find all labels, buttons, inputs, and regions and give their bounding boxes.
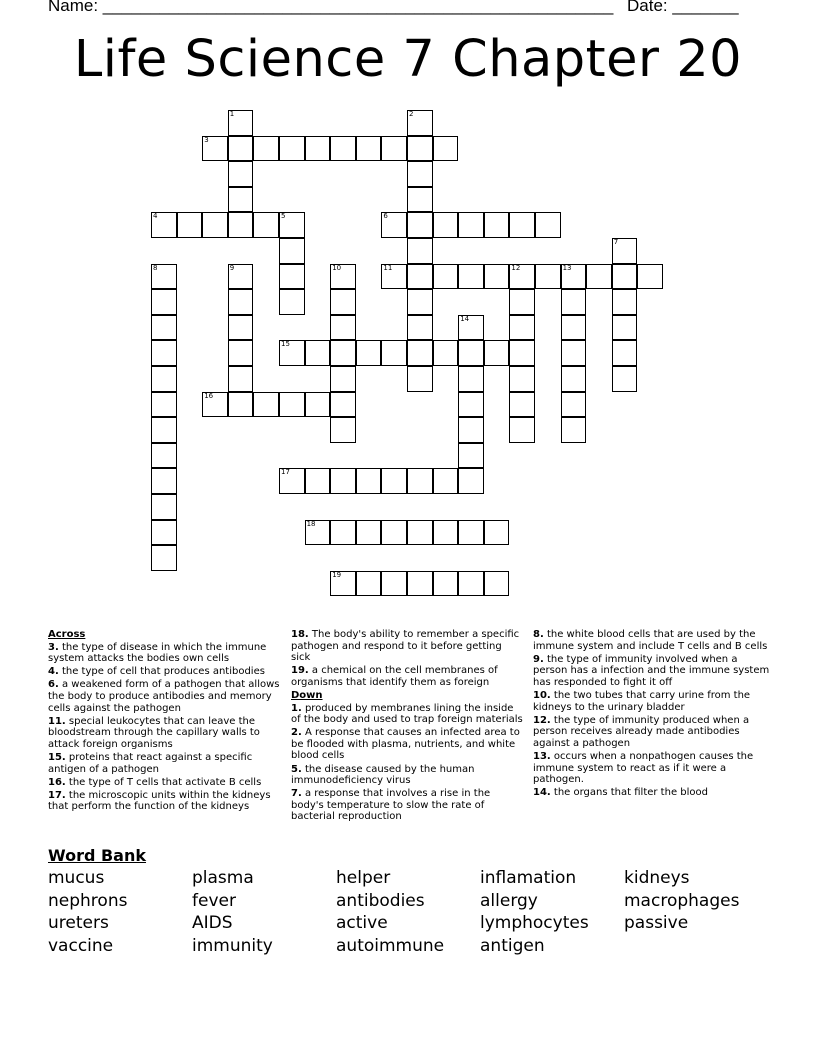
word-bank-word: inflamation [480, 868, 577, 888]
clue-text: the white blood cells that are used by the immune system and include T cells and B cells [533, 629, 768, 652]
cell-number: 14 [460, 314, 470, 323]
crossword-cell [407, 468, 433, 494]
crossword-cell [356, 468, 382, 494]
clue-number: 15. [48, 751, 66, 763]
cell-number: 17 [281, 468, 290, 477]
name-field-label: Name: ______________________________________________________ [48, 0, 614, 15]
clue-number: 1. [291, 702, 302, 714]
crossword-cell [381, 136, 407, 162]
crossword-cell [151, 520, 177, 546]
clue-number: 9. [533, 653, 544, 665]
clue-down-13 [533, 751, 773, 786]
crossword-cell [407, 289, 433, 315]
word-bank-word: allergy [480, 890, 538, 911]
clue-number: 4. [48, 666, 59, 678]
crossword-cell [407, 571, 433, 597]
clue-across-4 [48, 666, 283, 678]
clue-text: The body's ability to remember a specific pathogen and respond to it before getting sick [291, 629, 520, 664]
crossword-cell [509, 264, 535, 290]
down-heading: Down [291, 689, 323, 701]
crossword-cell [407, 238, 433, 264]
crossword-cell [228, 187, 254, 213]
crossword-cell [228, 289, 254, 315]
crossword-cell [458, 366, 484, 392]
clue-text: a chemical on the cell membranes of organisms that identify them as foreign [291, 665, 498, 688]
crossword-cell [433, 212, 459, 238]
crossword-cell [151, 468, 177, 494]
word-bank-word: passive [624, 913, 689, 934]
clue-across-3 [48, 642, 283, 665]
crossword-cell [458, 468, 484, 494]
clue-across-11 [48, 716, 283, 751]
clue-across-16 [48, 777, 283, 789]
word-bank-title: Word Bank [48, 846, 147, 865]
crossword-cell [509, 392, 535, 418]
clue-number: 6. [48, 679, 59, 691]
crossword-cell [356, 571, 382, 597]
clue-across-17 [48, 790, 283, 813]
cell-number: 2 [409, 110, 414, 118]
crossword-cell [228, 340, 254, 366]
crossword-cell [151, 340, 177, 366]
word-bank-word: vaccine [48, 935, 114, 956]
clue-across-19 [291, 665, 523, 688]
clue-number: 8. [533, 629, 544, 640]
cell-number: 8 [153, 263, 158, 272]
clue-down-2 [291, 727, 523, 762]
cell-number: 4 [153, 212, 158, 221]
word-bank-word: helper [336, 868, 391, 888]
crossword-cell [509, 212, 535, 238]
crossword-cell [151, 366, 177, 392]
crossword-cell [279, 340, 305, 366]
word-bank-word: autoimmune [336, 935, 445, 956]
crossword-cell [509, 340, 535, 366]
clue-down-8 [533, 629, 773, 652]
cell-number: 5 [281, 212, 286, 221]
clue-number: 13. [533, 750, 551, 762]
crossword-cell [561, 366, 587, 392]
crossword-cell [305, 392, 331, 418]
cell-number: 15 [281, 340, 290, 349]
crossword-cell [407, 187, 433, 213]
crossword-cell [330, 315, 356, 341]
cell-number: 13 [562, 263, 572, 272]
word-bank-word: fever [192, 890, 236, 911]
crossword-cell [202, 392, 228, 418]
crossword-cell [433, 136, 459, 162]
crossword-cell [509, 417, 535, 443]
clue-text: the disease caused by the human immunodeficiency virus [291, 763, 475, 787]
crossword-cell [228, 366, 254, 392]
crossword-cell [561, 289, 587, 315]
crossword-cell [279, 468, 305, 494]
crossword-cell [407, 315, 433, 341]
crossword-cell [407, 212, 433, 238]
crossword-cell [612, 238, 638, 264]
crossword-cell [253, 136, 279, 162]
clue-number: 17. [48, 789, 66, 801]
crossword-cell [305, 520, 331, 546]
crossword-cell [561, 392, 587, 418]
clue-text: the type of cell that produces antibodies [61, 666, 265, 678]
crossword-cell [561, 417, 587, 443]
word-bank-word: AIDS [192, 913, 233, 934]
clue-down-9 [533, 654, 773, 689]
crossword-cell [561, 340, 587, 366]
crossword-cell [458, 315, 484, 341]
crossword-cell [228, 212, 254, 238]
crossword-cell [458, 520, 484, 546]
cell-number: 3 [204, 135, 209, 144]
word-bank-word: ureters [48, 913, 109, 934]
crossword-cell [330, 417, 356, 443]
word-bank-word: mucus [48, 868, 105, 888]
crossword-cell [484, 340, 510, 366]
clue-number: 14. [533, 787, 551, 799]
clue-text: the organs that filter the blood [553, 787, 708, 799]
crossword-cell [253, 392, 279, 418]
crossword-cell [279, 392, 305, 418]
crossword-cell [177, 212, 203, 238]
crossword-cell [253, 212, 279, 238]
clue-number: 16. [48, 776, 66, 788]
clue-number: 12. [533, 714, 551, 726]
clue-text: the type of disease in which the immune system attacks the bodies own cells [48, 641, 267, 665]
word-bank-word: macrophages [624, 890, 740, 911]
crossword-cell [407, 366, 433, 392]
crossword-cell [151, 264, 177, 290]
date-field-label: Date: _______ [627, 0, 739, 15]
word-bank-word: kidneys [624, 868, 690, 888]
word-bank-word: active [336, 913, 388, 934]
clue-down-5 [291, 764, 523, 787]
crossword-cell [228, 264, 254, 290]
clue-text: the type of immunity involved when a person has a infection and the immune system has responded to fight it off [533, 653, 770, 688]
crossword-cell [458, 443, 484, 469]
cell-number: 16 [204, 391, 214, 400]
crossword-cell [433, 571, 459, 597]
crossword-cell [561, 264, 587, 290]
clue-text: produced by membranes lining the inside of the body and used to trap foreign materials [291, 702, 523, 726]
crossword-cell [433, 340, 459, 366]
crossword-cell [279, 212, 305, 238]
crossword-cell [330, 136, 356, 162]
clue-text: A response that causes an infected area to be flooded with plasma, nutrients, and white blood cells [291, 727, 520, 762]
crossword-cell [330, 571, 356, 597]
clue-text: the type of T cells that activate B cells [68, 776, 262, 788]
crossword-cell [151, 545, 177, 571]
clue-number: 11. [48, 715, 66, 727]
clues-column-1 [48, 629, 283, 814]
cell-number: 7 [613, 238, 619, 246]
word-bank-word: immunity [192, 935, 273, 956]
crossword-cell [612, 315, 638, 341]
clue-number: 2. [291, 727, 302, 739]
crossword-cell [484, 264, 510, 290]
crossword-cell [535, 264, 561, 290]
clue-number: 18. [291, 629, 309, 640]
crossword-cell [535, 212, 561, 238]
clue-number: 19. [291, 665, 309, 677]
clue-down-1 [291, 703, 523, 726]
crossword-cell [612, 289, 638, 315]
clue-number: 10. [533, 689, 551, 701]
crossword-cell [612, 366, 638, 392]
crossword-cell [484, 212, 510, 238]
clue-number: 3. [48, 641, 59, 653]
crossword-cell [509, 366, 535, 392]
crossword-cell [612, 340, 638, 366]
crossword-cell [407, 161, 433, 187]
crossword-cell [151, 392, 177, 418]
cell-number: 18 [306, 519, 316, 528]
crossword-cell [279, 136, 305, 162]
clue-text: occurs when a nonpathogen causes the immune system to react as if it were a pathogen. [533, 750, 754, 786]
clue-across-18 [291, 629, 523, 664]
crossword-cell [433, 520, 459, 546]
crossword-cell [305, 136, 331, 162]
crossword-cell [356, 340, 382, 366]
clue-number: 5. [291, 763, 302, 775]
crossword-cell [279, 264, 305, 290]
crossword-cell [305, 468, 331, 494]
word-bank-word: lymphocytes [480, 913, 589, 934]
crossword-cell [279, 238, 305, 264]
clues-column-3 [533, 629, 773, 800]
crossword-cell [228, 315, 254, 341]
word-bank-word: plasma [192, 868, 254, 888]
crossword-cell [407, 110, 433, 136]
crossword-cell [561, 315, 587, 341]
cell-number: 12 [511, 263, 521, 272]
crossword-cell [637, 264, 663, 290]
crossword-cell [228, 392, 254, 418]
crossword-cell [458, 571, 484, 597]
crossword-cell [279, 289, 305, 315]
clue-text: the microscopic units within the kidneys that perform the function of the kidneys [48, 789, 271, 813]
clue-text: the two tubes that carry urine from the kidneys to the urinary bladder [533, 689, 751, 713]
crossword-cell [433, 264, 459, 290]
crossword-cell [407, 340, 433, 366]
crossword-cell [381, 520, 407, 546]
crossword-cell [586, 264, 612, 290]
clue-text: a weakened form of a pathogen that allows the body to produce antibodies and memory cells against the pathogen [48, 679, 280, 714]
crossword-cell [330, 289, 356, 315]
crossword-cell [381, 264, 407, 290]
crossword-cell [509, 315, 535, 341]
crossword-cell [330, 468, 356, 494]
word-bank-word: antigen [480, 935, 545, 956]
crossword-cell [228, 161, 254, 187]
crossword-cell [330, 520, 356, 546]
crossword-cell [151, 212, 177, 238]
crossword-cell [330, 264, 356, 290]
crossword-cell [484, 520, 510, 546]
crossword-cell [509, 289, 535, 315]
cell-number: 19 [332, 570, 342, 579]
crossword-cell [381, 340, 407, 366]
crossword-cell [381, 212, 407, 238]
cell-number: 9 [229, 263, 235, 272]
crossword-cell [202, 136, 228, 162]
crossword-cell [151, 315, 177, 341]
crossword-cell [356, 520, 382, 546]
crossword-cell [484, 571, 510, 597]
crossword-cell [151, 443, 177, 469]
clues-column-2 [291, 629, 523, 825]
crossword-cell [228, 110, 254, 136]
clue-text: proteins that react against a specific antigen of a pathogen [48, 751, 253, 775]
crossword-cell [151, 289, 177, 315]
clue-text: special leukocytes that can leave the bloodstream through the capillary walls to attack foreign organisms [48, 715, 260, 750]
crossword-cell [330, 366, 356, 392]
clue-down-7 [291, 788, 523, 823]
word-bank [48, 868, 768, 956]
cell-number: 6 [383, 212, 388, 221]
crossword-cell [407, 264, 433, 290]
across-heading: Across [48, 629, 86, 640]
crossword-cell [151, 417, 177, 443]
clue-across-6 [48, 679, 283, 714]
crossword-cell [433, 468, 459, 494]
crossword-cell [458, 417, 484, 443]
word-bank-word: nephrons [48, 890, 128, 911]
crossword-cell [151, 494, 177, 520]
crossword-cell [458, 340, 484, 366]
word-bank-word: antibodies [336, 890, 425, 911]
clue-down-12 [533, 715, 773, 750]
cell-number: 11 [383, 263, 393, 272]
crossword-cell [356, 136, 382, 162]
clue-down-10 [533, 690, 773, 713]
cell-number: 1 [229, 110, 235, 118]
crossword-cell [407, 136, 433, 162]
crossword-cell [458, 392, 484, 418]
crossword-cell [330, 340, 356, 366]
clue-number: 7. [291, 788, 302, 800]
crossword-cell [305, 340, 331, 366]
crossword-cell [202, 212, 228, 238]
crossword-cell [458, 212, 484, 238]
crossword-cell [612, 264, 638, 290]
crossword-cell [381, 468, 407, 494]
crossword-cell [228, 136, 254, 162]
crossword-cell [458, 264, 484, 290]
page-title: Life Science 7 Chapter 20 [73, 30, 743, 89]
clue-text: the type of immunity produced when a person receives already made antibodies against a pathogen [533, 714, 750, 749]
clue-down-14 [533, 787, 773, 799]
cell-number: 10 [332, 263, 342, 272]
clue-text: a response that involves a rise in the body's temperature to slow the rate of bacterial reproduction [291, 788, 491, 823]
crossword-cell [330, 392, 356, 418]
clue-across-15 [48, 752, 283, 775]
crossword-cell [407, 520, 433, 546]
crossword-cell [381, 571, 407, 597]
